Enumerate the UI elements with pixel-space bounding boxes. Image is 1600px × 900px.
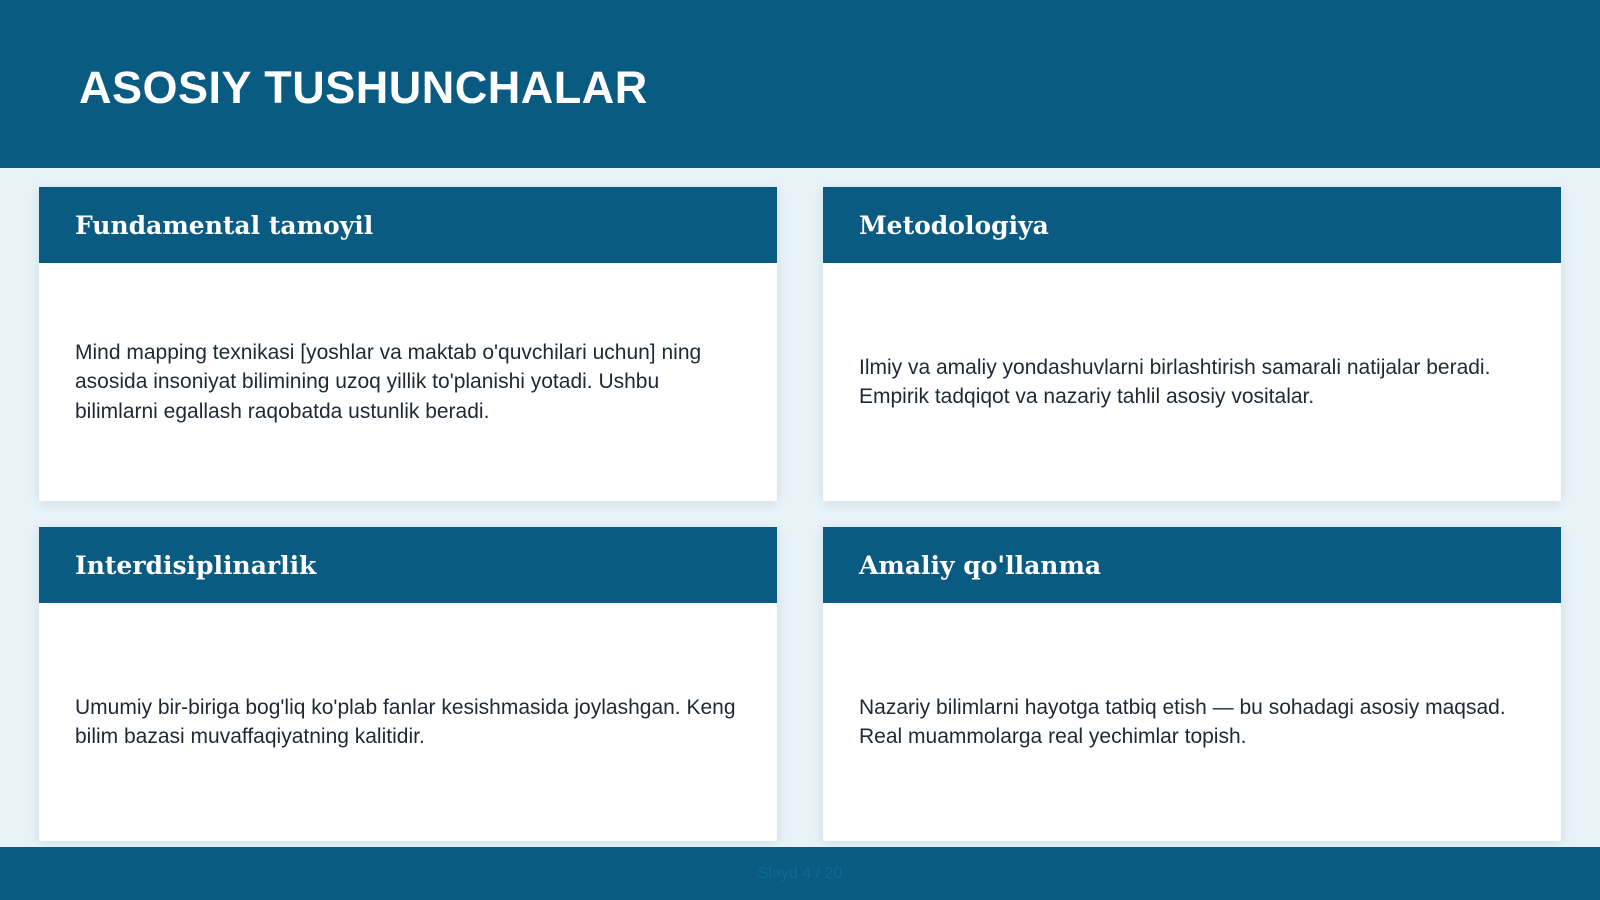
slide-header (0, 0, 1600, 168)
card-text: Ilmiy va amaliy yondashuvlarni birlashtirish samarali natijalar beradi. Empirik tadqiqot va nazariy tahlil asosiy vositalar. (859, 355, 1491, 408)
card-text: Nazariy bilimlarni hayotga tatbiq etish — bu sohadagi asosiy maqsad. Real muammolarga real yechimlar topish. (859, 695, 1506, 748)
page-title: ASOSIY TUSHUNCHALAR (79, 62, 648, 113)
card-header (39, 187, 777, 263)
card-body (39, 603, 777, 841)
card-title: Interdisiplinarlik (75, 550, 317, 580)
card-text: Mind mapping texnikasi [yoshlar va maktab o'quvchilari uchun] ning asosida insoniyat bilimining uzoq yillik to'planishi yotadi. Ushbu bilimlarni egallash raqobatda ustunlik beradi. (75, 340, 702, 423)
card-title: Amaliy qo'llanma (859, 550, 1102, 580)
card-body (823, 603, 1561, 841)
concept-card-practical (823, 527, 1561, 841)
slide-footer (0, 847, 1600, 900)
concept-card-fundamental (39, 187, 777, 501)
card-title: Fundamental tamoyil (75, 210, 374, 240)
concept-card-methodology (823, 187, 1561, 501)
card-header (823, 187, 1561, 263)
card-header (39, 527, 777, 603)
card-body (39, 263, 777, 501)
concept-card-interdisciplinary (39, 527, 777, 841)
card-title: Metodologiya (859, 210, 1049, 240)
card-text: Umumiy bir-biriga bog'liq ko'plab fanlar kesishmasida joylashgan. Keng bilim bazasi muvaffaqiyatning kalitidir. (75, 695, 736, 748)
card-header (823, 527, 1561, 603)
slide-number: Slayd 4 / 20 (757, 864, 843, 882)
card-body (823, 263, 1561, 501)
